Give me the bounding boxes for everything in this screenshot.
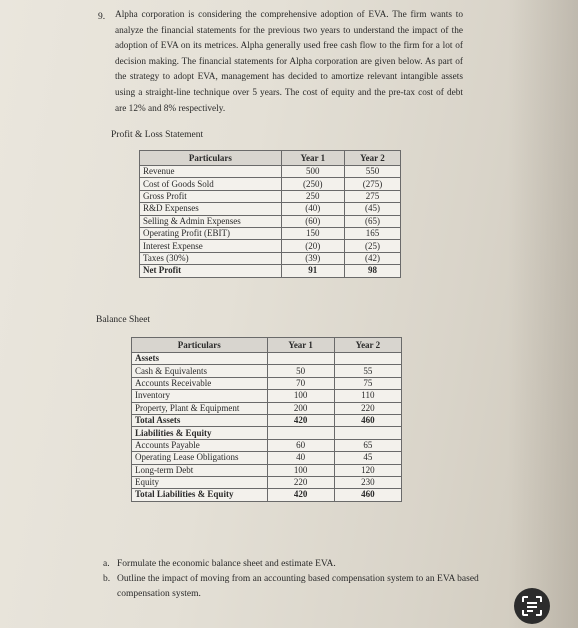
row-label: R&D Expenses [140, 203, 282, 215]
table-row [132, 489, 402, 501]
row-year-1-value: 100 [267, 464, 334, 476]
bs-table-body [132, 353, 402, 502]
row-label: Operating Profit (EBIT) [140, 227, 282, 239]
header-year-2: Year 2 [344, 151, 400, 166]
row-label: Property, Plant & Equipment [132, 402, 268, 414]
table-row [140, 215, 401, 227]
table-row [140, 166, 401, 178]
row-label: Liabilities & Equity [132, 427, 268, 439]
table-row [132, 353, 402, 365]
profit-loss-table [139, 150, 401, 278]
row-year-2-value: (42) [344, 252, 400, 264]
row-label: Cost of Goods Sold [140, 178, 282, 190]
row-label: Operating Lease Obligations [132, 452, 268, 464]
row-year-2-value: 550 [344, 166, 400, 178]
row-label: Cash & Equivalents [132, 365, 268, 377]
question-number: 9. [98, 12, 106, 22]
row-label: Revenue [140, 166, 282, 178]
row-year-2-value: 120 [334, 464, 401, 476]
table-header-row [132, 338, 402, 353]
part-text: Outline the impact of moving from an accounting based compensation system to an EVA based compensation system. [117, 574, 479, 599]
table-row [140, 265, 401, 277]
row-year-1-value [267, 427, 334, 439]
row-label: Long-term Debt [132, 464, 268, 476]
page-shadow [508, 0, 578, 628]
table-row [140, 227, 401, 239]
part-letter: b. [103, 574, 111, 584]
part-text: Formulate the economic balance sheet and estimate EVA. [117, 559, 336, 569]
row-year-2-value: 110 [334, 390, 401, 402]
pl-section-title: Profit & Loss Statement [111, 130, 204, 140]
table-row [132, 464, 402, 476]
pl-table-body [140, 166, 401, 278]
question-text: Alpha corporation is considering the comprehensive adoption of EVA. The firm wants to analyze the financial statements for the previous two years to understand the impact of the adoption of EVA on its metrices. Alpha generally used free cash flow to the firm for a lot of decision making. The financial statements for Alpha corporation are given below. As part of the strategy to adopt EVA, management has decided to amortize relevant intangible assets using a straight-line technique over 5 years. The cost of equity and the pre-tax cost of debt are 12% and 8% respectively. [115, 10, 463, 114]
row-label: Interest Expense [140, 240, 282, 252]
row-year-2-value: (25) [344, 240, 400, 252]
part-letter: a. [103, 559, 110, 569]
row-label: Selling & Admin Expenses [140, 215, 282, 227]
table-row [132, 377, 402, 389]
table-row [132, 402, 402, 414]
row-year-1-value: 420 [267, 489, 334, 501]
table-row [132, 439, 402, 451]
row-year-1-value: 70 [267, 377, 334, 389]
table-row [140, 190, 401, 202]
row-year-2-value: 65 [334, 439, 401, 451]
row-year-2-value: 230 [334, 476, 401, 488]
row-year-2-value: 275 [344, 190, 400, 202]
row-year-2-value [334, 353, 401, 365]
row-year-1-value: 500 [281, 166, 344, 178]
balance-sheet-table [131, 337, 402, 502]
row-label: Total Assets [132, 414, 268, 426]
row-year-1-value: 100 [267, 390, 334, 402]
row-label: Assets [132, 353, 268, 365]
row-year-2-value: 98 [344, 265, 400, 277]
row-year-2-value: 45 [334, 452, 401, 464]
row-year-1-value: (39) [281, 252, 344, 264]
row-label: Inventory [132, 390, 268, 402]
question-parts [103, 557, 533, 602]
header-year-1: Year 1 [281, 151, 344, 166]
part-a [103, 557, 533, 572]
table-row [132, 390, 402, 402]
row-year-2-value: 165 [344, 227, 400, 239]
row-year-1-value: 150 [281, 227, 344, 239]
row-year-2-value: 75 [334, 377, 401, 389]
row-year-1-value: 60 [267, 439, 334, 451]
row-label: Net Profit [140, 265, 282, 277]
part-b [103, 572, 533, 602]
row-year-2-value: 220 [334, 402, 401, 414]
header-particulars: Particulars [140, 151, 282, 166]
row-year-1-value: 50 [267, 365, 334, 377]
header-year-1: Year 1 [267, 338, 334, 353]
table-row [140, 252, 401, 264]
table-row [140, 203, 401, 215]
row-year-2-value: 460 [334, 489, 401, 501]
row-year-1-value: (250) [281, 178, 344, 190]
table-header-row [140, 151, 401, 166]
row-year-1-value: 40 [267, 452, 334, 464]
row-year-2-value: (45) [344, 203, 400, 215]
row-year-2-value: 460 [334, 414, 401, 426]
row-label: Accounts Payable [132, 439, 268, 451]
text-scan-icon [521, 595, 543, 617]
row-year-2-value: (65) [344, 215, 400, 227]
table-row [132, 365, 402, 377]
row-year-1-value: 420 [267, 414, 334, 426]
text-scan-button[interactable] [514, 588, 550, 624]
row-label: Total Liabilities & Equity [132, 489, 268, 501]
row-year-1-value: 200 [267, 402, 334, 414]
table-row [132, 427, 402, 439]
row-year-1-value: (20) [281, 240, 344, 252]
row-label: Equity [132, 476, 268, 488]
table-row [132, 452, 402, 464]
table-row [132, 414, 402, 426]
row-year-1-value: 91 [281, 265, 344, 277]
row-year-1-value: 250 [281, 190, 344, 202]
table-row [140, 178, 401, 190]
table-row [140, 240, 401, 252]
row-year-2-value: (275) [344, 178, 400, 190]
row-year-2-value: 55 [334, 365, 401, 377]
table-row [132, 476, 402, 488]
header-particulars: Particulars [132, 338, 268, 353]
row-label: Taxes (30%) [140, 252, 282, 264]
row-year-1-value [267, 353, 334, 365]
row-label: Gross Profit [140, 190, 282, 202]
row-label: Accounts Receivable [132, 377, 268, 389]
bs-section-title: Balance Sheet [96, 315, 151, 325]
row-year-1-value: 220 [267, 476, 334, 488]
row-year-2-value [334, 427, 401, 439]
row-year-1-value: (60) [281, 215, 344, 227]
header-year-2: Year 2 [334, 338, 401, 353]
row-year-1-value: (40) [281, 203, 344, 215]
